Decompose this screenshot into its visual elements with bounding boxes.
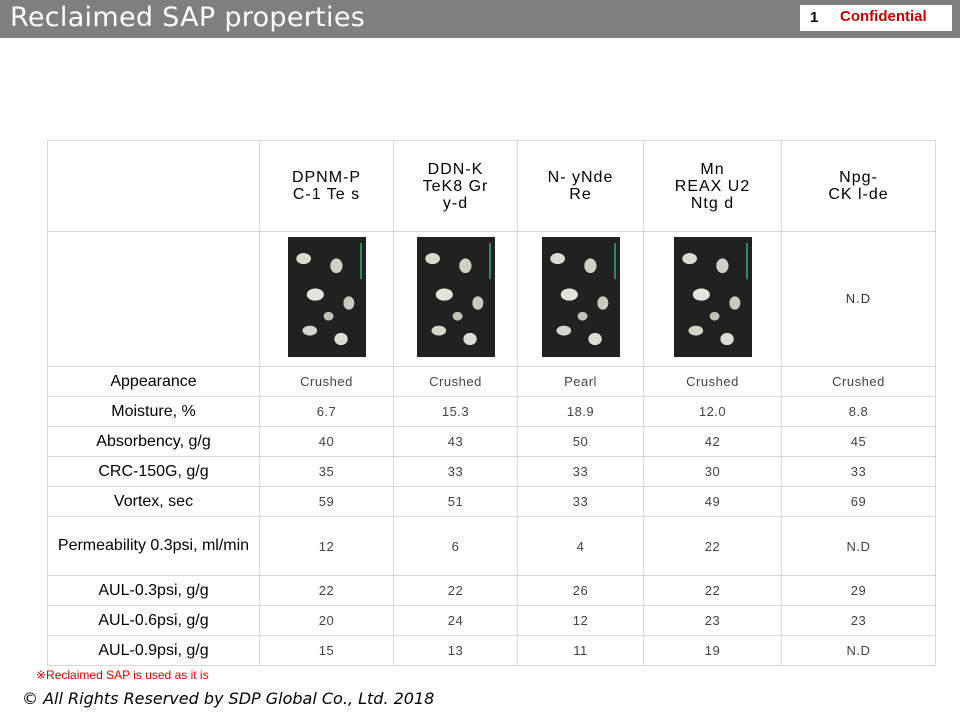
table-row [48, 517, 936, 576]
row-label: CRC-150G, g/g [48, 457, 260, 487]
table-cell: 13 [394, 636, 518, 666]
table-body [48, 367, 936, 666]
table-row [48, 397, 936, 427]
table-cell: 12 [518, 606, 644, 636]
sample-photo [674, 237, 752, 357]
table-cell: 43 [394, 427, 518, 457]
table-cell: 22 [260, 576, 394, 606]
sample-photo-cell [394, 232, 518, 367]
table-cell: 12.0 [644, 397, 782, 427]
row-label: AUL-0.9psi, g/g [48, 636, 260, 666]
row-label: Vortex, sec [48, 487, 260, 517]
footnote: ※Reclaimed SAP is used as it is [36, 668, 209, 682]
table-cell: 23 [644, 606, 782, 636]
table-cell: 40 [260, 427, 394, 457]
table-cell: 6.7 [260, 397, 394, 427]
column-header: DDN-K TeK8 Gr y-d [394, 141, 518, 232]
table-cell: 59 [260, 487, 394, 517]
column-header: DPNM-P C-1 Te s [260, 141, 394, 232]
image-empty-cell [48, 232, 260, 367]
table-cell: Pearl [518, 367, 644, 397]
table-row [48, 606, 936, 636]
table-row [48, 427, 936, 457]
title-bar [0, 0, 960, 38]
table-cell: 50 [518, 427, 644, 457]
table-cell: 22 [644, 576, 782, 606]
table-cell: 22 [644, 517, 782, 576]
sample-photo [417, 237, 495, 357]
column-header: Mn REAX U2 Ntg d [644, 141, 782, 232]
table-cell: 22 [394, 576, 518, 606]
sample-photo-cell [260, 232, 394, 367]
table-cell: 8.8 [782, 397, 936, 427]
table-cell: 45 [782, 427, 936, 457]
table-header-row [48, 141, 936, 232]
table-row [48, 576, 936, 606]
row-label: AUL-0.3psi, g/g [48, 576, 260, 606]
table-cell: Crushed [782, 367, 936, 397]
table-cell: 51 [394, 487, 518, 517]
table-cell: 15.3 [394, 397, 518, 427]
table-cell: 33 [394, 457, 518, 487]
table-cell: 42 [644, 427, 782, 457]
sample-photo [288, 237, 366, 357]
table-cell: 18.9 [518, 397, 644, 427]
page-number: 1 [810, 9, 819, 26]
table-cell: 23 [782, 606, 936, 636]
table-cell: 24 [394, 606, 518, 636]
table-row [48, 636, 936, 666]
table-cell: 20 [260, 606, 394, 636]
row-label: Permeability 0.3psi, ml/min [48, 517, 260, 576]
column-header: Npg- CK l-de [782, 141, 936, 232]
table-cell: N.D [782, 517, 936, 576]
table-cell: 35 [260, 457, 394, 487]
copyright-notice: © All Rights Reserved by SDP Global Co., Ltd. 2018 [22, 689, 435, 708]
table-cell: 4 [518, 517, 644, 576]
row-label: Appearance [48, 367, 260, 397]
table-cell: 15 [260, 636, 394, 666]
no-data-label: N.D [845, 291, 872, 306]
table-cell: N.D [782, 636, 936, 666]
table-cell: 33 [782, 457, 936, 487]
row-label: AUL-0.6psi, g/g [48, 606, 260, 636]
table-cell: 29 [782, 576, 936, 606]
column-header: N- yNde Re [518, 141, 644, 232]
table-cell: 49 [644, 487, 782, 517]
sample-image-row [48, 232, 936, 367]
confidential-label: Confidential [840, 8, 927, 25]
table-row [48, 487, 936, 517]
properties-table [47, 140, 936, 666]
table-cell: Crushed [644, 367, 782, 397]
table-cell: 12 [260, 517, 394, 576]
table-cell: 6 [394, 517, 518, 576]
slide-title: Reclaimed SAP properties [10, 2, 366, 33]
table-cell: 33 [518, 487, 644, 517]
table-cell: 19 [644, 636, 782, 666]
table-cell: 11 [518, 636, 644, 666]
confidential-box [800, 5, 952, 31]
table-row [48, 457, 936, 487]
table-cell: 69 [782, 487, 936, 517]
table-cell: 26 [518, 576, 644, 606]
sample-photo-cell [782, 232, 936, 367]
table-cell: 30 [644, 457, 782, 487]
sample-photo [542, 237, 620, 357]
sample-photo-cell [644, 232, 782, 367]
table-cell: 33 [518, 457, 644, 487]
sample-photo-cell [518, 232, 644, 367]
header-empty-cell [48, 141, 260, 232]
table-cell: Crushed [260, 367, 394, 397]
table-cell: Crushed [394, 367, 518, 397]
row-label: Moisture, % [48, 397, 260, 427]
row-label: Absorbency, g/g [48, 427, 260, 457]
table-row [48, 367, 936, 397]
